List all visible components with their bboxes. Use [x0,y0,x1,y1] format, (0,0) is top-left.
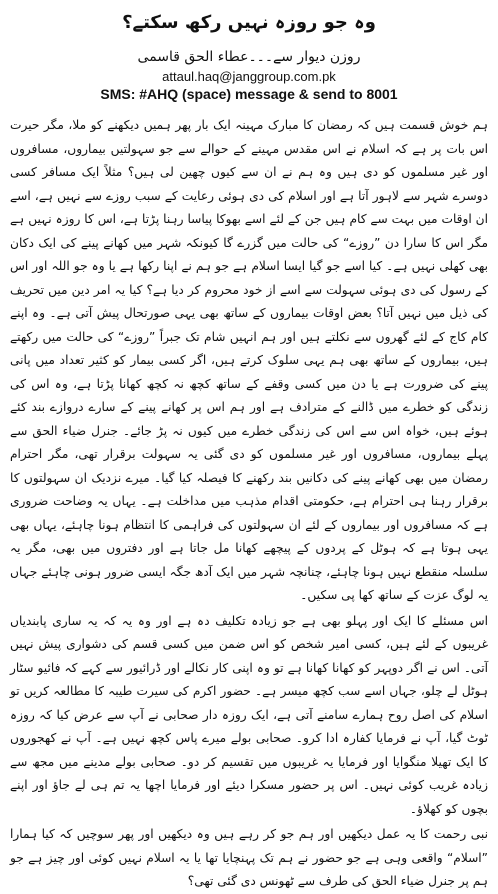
article-header [10,12,488,102]
sms-instruction: SMS: #AHQ (space) message & send to 8001 [100,86,398,102]
article-body [10,114,488,894]
author-email: attaul.haq@janggroup.com.pk [162,69,336,84]
paragraph-1: ہم خوش قسمت ہیں کہ رمضان کا مبارک مہینہ ایک بار پھر ہمیں دیکھنے کو ملا، مگر حیرت اس بات پر ہے کہ اسلام نے اس مقدس مہینے کے حوالے سے جو سہولتیں بیماروں، مسافروں اور غیر مسلموں کو دی ہیں وہ ہم نے ان سے کیوں چھین لی ہیں؟ مثلاً ایک مسافر کسی دوسرے شہر سے لاہور آتا ہے اور اسلام کی دی ہوئی رعایت کے سبب روزے سے نہیں ہے، اسے ان اوقات میں بہت سے کام ہیں جن کے لئے اسے بھوکا پیاسا رہنا پڑتا ہے، اس کا روزہ نہیں ہے مگر اس کا سارا دن ”روزے“ کی حالت میں گزرے گا کیونکہ شہر میں کھانے پینے کی ایک دکان بھی کھلی نہیں ہے۔ کیا اسے جو گیا ایسا اسلام ہے جو ہم نے اپنا رکھا ہے یا وہ جو اللہ اور اس کے رسول کی دی ہوئی سہولت سے اسے از خود محروم کر دیا ہے؟ کیا یہ امر دین میں تحریف کی ذیل میں نہیں آتا؟ بعض اوقات بیماروں کے ساتھ بھی یہی صورتحال پیش آتی ہے۔ وہ اپنے کام کاج کے لئے گھروں سے نکلتے ہیں اور ہم انہیں شام تک جبراً ”روزے“ کی حالت میں رکھتے ہیں، بیماروں کے ساتھ بھی ہم یہی سلوک کرتے ہیں، اگر کسی بیمار کو کثیر تعداد میں پانی پینے کی ضرورت ہے یا دن میں کسی وقفے کے ساتھ کچھ نہ کچھ کھانا پڑتا ہے، وہ اس کی زندگی کو خطرے میں ڈالنے کے مترادف ہے اور ہم اس پر کھانے پینے کے سارے دروازے بند کئے ہوئے ہیں، خواہ اس سے اس کی زندگی خطرے میں کیوں نہ پڑ جائے۔ جنرل ضیاء الحق سے پہلے بیماروں، مسافروں اور غیر مسلموں کو دی گئی یہ سہولت برقرار تھی، مگر احترام رمضان میں بھی کھانے پینے کی دکانیں بند رکھنے کا فیصلہ کیا گیا۔ میرے نزدیک ان سہولتوں کا برقرار رہنا ہی احترام ہے، حکومتی اقدام مذہب میں مداخلت ہے۔ یہاں یہ وضاحت ضروری ہے کہ مسافروں اور بیماروں کے لئے ان سہولتوں کی فراہمی کا انتظام ہونا چاہئے، یہاں بھی یہی ہوتا ہے کہ ہوٹل کے پردوں کے پیچھے کھانا مل جاتا ہے اور دفتروں میں بھی، مگر یہ سلسلہ منقطع نہیں ہونا چاہئے، چنانچہ شہر میں ایک آدھ جگہ ایسی ضرور ہونی چاہئے جہاں یہ لوگ عزت کے ساتھ کھا پی سکیں۔ [10,118,488,602]
paragraph-3: نبی رحمت کا یہ عمل دیکھیں اور ہم جو کر رہے ہیں وہ دیکھیں اور پھر سوچیں کہ کیا ہمارا ”اسلام“ واقعی وہی ہے جو حضور نے ہم تک پہنچایا تھا یا یہ اسلام نہیں کوئی اور چیز ہے جو ہم پر جنرل ضیاء الحق کی طرف سے ٹھونس دی گئی تھی؟ [10,827,488,888]
paragraph-2: اس مسئلے کا ایک اور پہلو بھی ہے جو زیادہ تکلیف دہ ہے اور وہ یہ کہ یہ ساری پابندیاں غریبوں کے لئے ہیں، کسی امیر شخص کو اس ضمن میں کسی قسم کی دشواری پیش نہیں آتی۔ اس نے اگر دوپہر کو کھانا کھانا ہے تو وہ اپنی کار نکالے اور ڈرائیور سے کہے کہ فائیو سٹار ہوٹل لے چلو، جہاں اسے سب کچھ میسر ہے۔ حضور اکرم کی سیرت طیبہ کا مطالعہ کریں تو اسلام کی اصل روح ہمارے سامنے آتی ہے، ایک روزہ دار صحابی نے آپ سے عرض کیا کہ روزہ ٹوٹ گیا، آپ نے فرمایا کفارہ ادا کرو۔ صحابی بولے میرے پاس کچھ نہیں ہے۔ آپ نے کھجوروں کا ایک تھیلا منگوایا اور فرمایا یہ غریبوں میں تقسیم کر دو۔ صحابی بولے مدینے میں مجھ سے زیادہ غریب کوئی نہیں۔ اس پر حضور مسکرا دیئے اور فرمایا اچھا یہ تم ہی لے جاؤ اور اپنے بچوں کو کھلاؤ۔ [10,613,488,816]
column-byline: روزن دیوار سے۔۔۔عطاء الحق قاسمی [137,49,361,65]
article-title: وہ جو روزہ نہیں رکھ سکتے؟ [122,12,376,33]
